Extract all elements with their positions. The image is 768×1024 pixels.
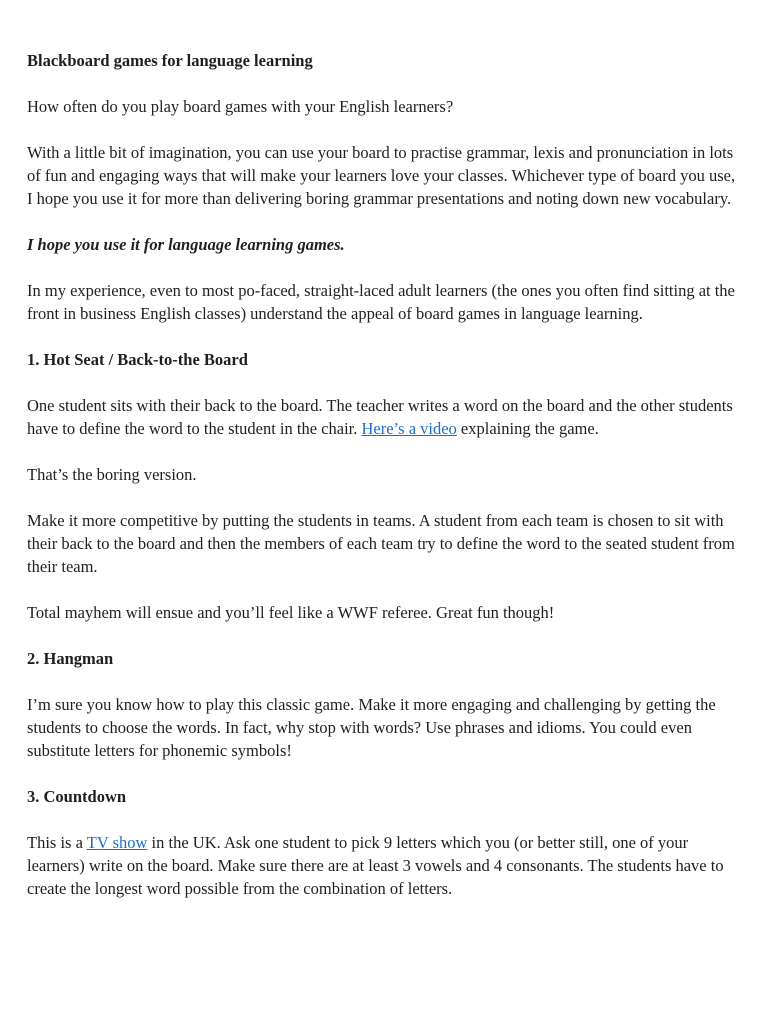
experience-paragraph: In my experience, even to most po-faced, straight-laced adult learners (the ones you often find sitting at the front in business English classes) understand the appeal of board games in language learning. (27, 281, 735, 323)
section-heading-hangman: 2. Hangman (27, 649, 114, 668)
boring-version-paragraph: That’s the boring version. (27, 465, 197, 484)
section-heading-countdown: 3. Countdown (27, 787, 127, 806)
mayhem-paragraph: Total mayhem will ensue and you’ll feel like a WWF referee. Great fun though! (27, 603, 555, 622)
countdown-paragraph (27, 831, 738, 900)
countdown-text-end: in the UK. Ask one student to pick 9 letters which you (or better still, one of your learners) write on the board. Make sure there are at least 3 vowels and 4 consonants. The students have to create the longest word possible from the combination of letters. (27, 833, 724, 898)
emphasis-line: I hope you use it for language learning games. (27, 235, 345, 254)
hangman-paragraph: I’m sure you know how to play this classic game. Make it more engaging and challenging by getting the students to choose the words. In fact, why stop with words? Use phrases and idioms. You could even substitute letters for phonemic symbols! (27, 695, 716, 760)
competitive-paragraph: Make it more competitive by putting the students in teams. A student from each team is chosen to sit with their back to the board and then the members of each team try to define the word to the seated student from their team. (27, 511, 735, 576)
section-heading-hot-seat: 1. Hot Seat / Back-to-the Board (27, 350, 248, 369)
document-title: Blackboard games for language learning (27, 51, 313, 70)
tv-show-link[interactable]: TV show (86, 833, 148, 852)
intro-question: How often do you play board games with your English learners? (27, 97, 454, 116)
intro-paragraph: With a little bit of imagination, you can use your board to practise grammar, lexis and pronunciation in lots of fun and engaging ways that will make your learners love your classes. Whichever type of board you use, I hope you use it for more than delivering boring grammar presentations and noting down new vocabulary. (27, 143, 736, 208)
hot-seat-text-end: explaining the game. (456, 419, 599, 438)
hot-seat-paragraph (27, 394, 738, 440)
countdown-text-start: This is a (27, 833, 87, 852)
video-link[interactable]: Here’s a video (361, 419, 457, 438)
hot-seat-text-start: One student sits with their back to the board. The teacher writes a word on the board and the other students have to define the word to the student in the chair. (27, 396, 733, 438)
